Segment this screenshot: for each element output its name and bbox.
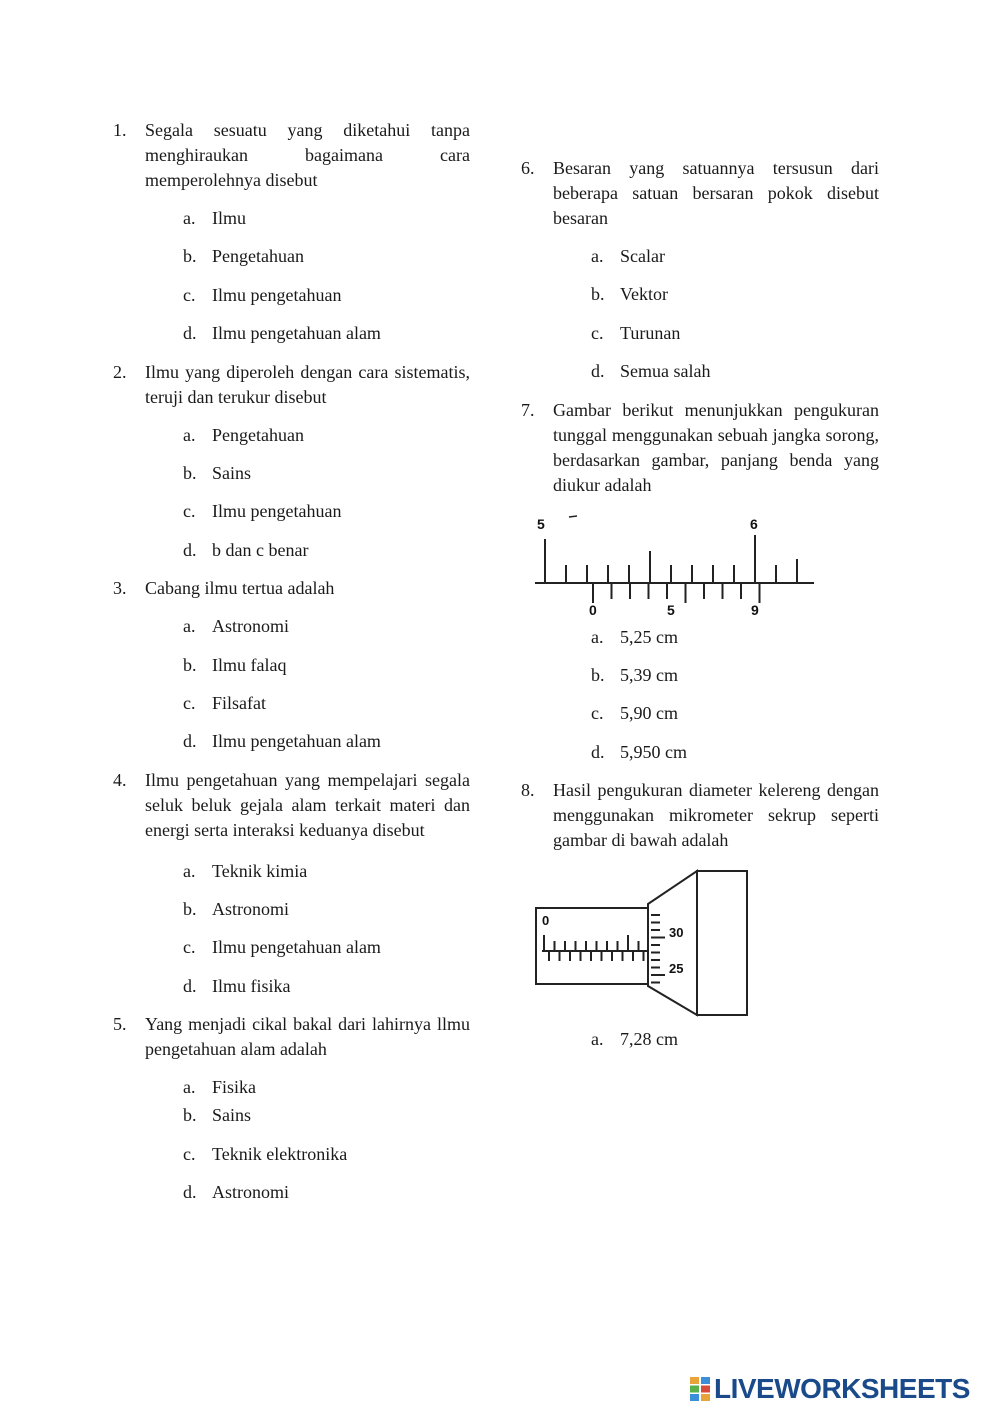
option-c[interactable]: c. Filsafat bbox=[183, 692, 266, 713]
options-list bbox=[145, 614, 470, 754]
question-7-options bbox=[521, 625, 879, 765]
option-a[interactable]: a. Ilmu bbox=[183, 208, 246, 228]
vernier-label-5: 5 bbox=[667, 601, 675, 618]
main-label-6: 6 bbox=[750, 515, 758, 532]
vernier-label-9: 9 bbox=[751, 601, 759, 618]
option-a[interactable]: a. Teknik kimia bbox=[183, 860, 308, 881]
vernier-caliper-diagram bbox=[529, 511, 819, 619]
question-text: Cabang ilmu tertua adalah bbox=[145, 578, 335, 599]
option-b[interactable]: b. Pengetahuan bbox=[183, 246, 304, 267]
thimble-cone bbox=[648, 871, 697, 1015]
micrometer-diagram bbox=[529, 865, 751, 1021]
question-text: Ilmu pengetahuan yang mempelajari segala seluk beluk gejala alam terkait materi dan energi serta interaksi keduanya disebut bbox=[145, 769, 470, 840]
option-d[interactable]: d. 5,950 cm bbox=[591, 741, 687, 762]
question-8-options bbox=[521, 1027, 879, 1052]
option-d[interactable]: d. Semua salah bbox=[591, 361, 711, 382]
question-3 bbox=[113, 576, 470, 754]
question-number: 5. bbox=[113, 1014, 127, 1035]
option-d[interactable]: d. b dan c benar bbox=[183, 539, 309, 560]
thimble-body bbox=[697, 871, 747, 1015]
options-list bbox=[145, 206, 470, 346]
sleeve-label-0: 0 bbox=[542, 913, 550, 929]
option-a[interactable]: a. Pengetahuan bbox=[183, 424, 304, 445]
marker-line bbox=[569, 516, 577, 517]
options-list bbox=[145, 423, 470, 563]
option-b[interactable]: b. Sains bbox=[183, 1105, 252, 1126]
option-c[interactable]: c. Ilmu pengetahuan alam bbox=[183, 937, 381, 958]
option-b[interactable]: b. Astronomi bbox=[183, 899, 290, 920]
option-d[interactable]: d. Ilmu fisika bbox=[183, 975, 291, 996]
logo-text: LIVEWORKSHEETS bbox=[714, 1373, 970, 1404]
logo-blocks-icon bbox=[690, 1377, 710, 1401]
question-8 bbox=[521, 778, 879, 853]
question-1 bbox=[113, 118, 470, 346]
question-number: 7. bbox=[521, 399, 535, 420]
option-c[interactable]: c. Turunan bbox=[591, 322, 681, 343]
question-number: 1. bbox=[113, 120, 127, 140]
option-b[interactable]: b. Vektor bbox=[591, 284, 668, 305]
options-list bbox=[553, 244, 879, 384]
option-a[interactable]: a. Fisika bbox=[183, 1077, 257, 1098]
thimble-label-25: 25 bbox=[669, 961, 684, 977]
thimble-label-30: 30 bbox=[669, 925, 684, 941]
question-number: 8. bbox=[521, 780, 535, 801]
question-number: 6. bbox=[521, 158, 535, 178]
options-list bbox=[553, 625, 879, 765]
question-2 bbox=[113, 360, 470, 563]
question-4 bbox=[113, 768, 470, 999]
question-number: 3. bbox=[113, 578, 127, 599]
option-a[interactable]: a. 5,25 cm bbox=[591, 626, 678, 647]
option-a[interactable]: a. Astronomi bbox=[183, 616, 290, 637]
option-d[interactable]: d. Ilmu pengetahuan alam bbox=[183, 731, 381, 752]
question-6 bbox=[521, 156, 879, 384]
question-5 bbox=[113, 1012, 470, 1205]
options-list bbox=[145, 1075, 470, 1205]
question-text: Yang menjadi cikal bakal dari lahirnya llmu pengetahuan alam adalah bbox=[145, 1014, 470, 1060]
options-list bbox=[553, 1027, 879, 1052]
question-7 bbox=[521, 398, 879, 498]
option-b[interactable]: b. Sains bbox=[183, 462, 252, 483]
option-d[interactable]: d. Astronomi bbox=[183, 1182, 290, 1203]
main-label-5: 5 bbox=[537, 515, 545, 532]
option-c[interactable]: c. 5,90 cm bbox=[591, 703, 678, 724]
vernier-label-0: 0 bbox=[589, 601, 597, 618]
question-text: Gambar berikut menunjukkan pengukuran tunggal menggunakan sebuah jangka sorong, berdasarkan gambar, panjang benda yang diukur adalah bbox=[553, 399, 879, 495]
option-c[interactable]: c. Ilmu pengetahuan bbox=[183, 284, 342, 305]
question-text: Ilmu yang diperoleh dengan cara sistematis, teruji dan terukur disebut bbox=[145, 361, 470, 407]
option-a[interactable]: a. Scalar bbox=[591, 246, 665, 266]
left-column bbox=[113, 118, 470, 1218]
question-text: Hasil pengukuran diameter kelereng dengan menggunakan mikrometer sekrup seperti gambar di bawah adalah bbox=[553, 780, 879, 851]
micrometer-figure bbox=[529, 865, 879, 1021]
option-c[interactable]: c. Ilmu pengetahuan bbox=[183, 501, 342, 522]
question-number: 4. bbox=[113, 769, 127, 790]
question-text: Besaran yang satuannya tersusun dari beberapa satuan bersaran pokok disebut besaran bbox=[553, 158, 879, 228]
option-b[interactable]: b. 5,39 cm bbox=[591, 664, 678, 685]
sleeve-body bbox=[536, 908, 648, 984]
option-a[interactable]: a. 7,28 cm bbox=[591, 1029, 678, 1050]
option-c[interactable]: c. Teknik elektronika bbox=[183, 1143, 348, 1164]
question-number: 2. bbox=[113, 361, 127, 382]
options-list bbox=[145, 859, 470, 999]
liveworksheets-logo bbox=[690, 1374, 970, 1404]
option-d[interactable]: d. Ilmu pengetahuan alam bbox=[183, 323, 381, 344]
option-b[interactable]: b. Ilmu falaq bbox=[183, 654, 287, 675]
question-text: Segala sesuatu yang diketahui tanpa menghiraukan bagaimana cara memperolehnya disebut bbox=[145, 120, 470, 190]
vernier-caliper-figure bbox=[529, 511, 879, 619]
right-column bbox=[521, 156, 879, 1066]
